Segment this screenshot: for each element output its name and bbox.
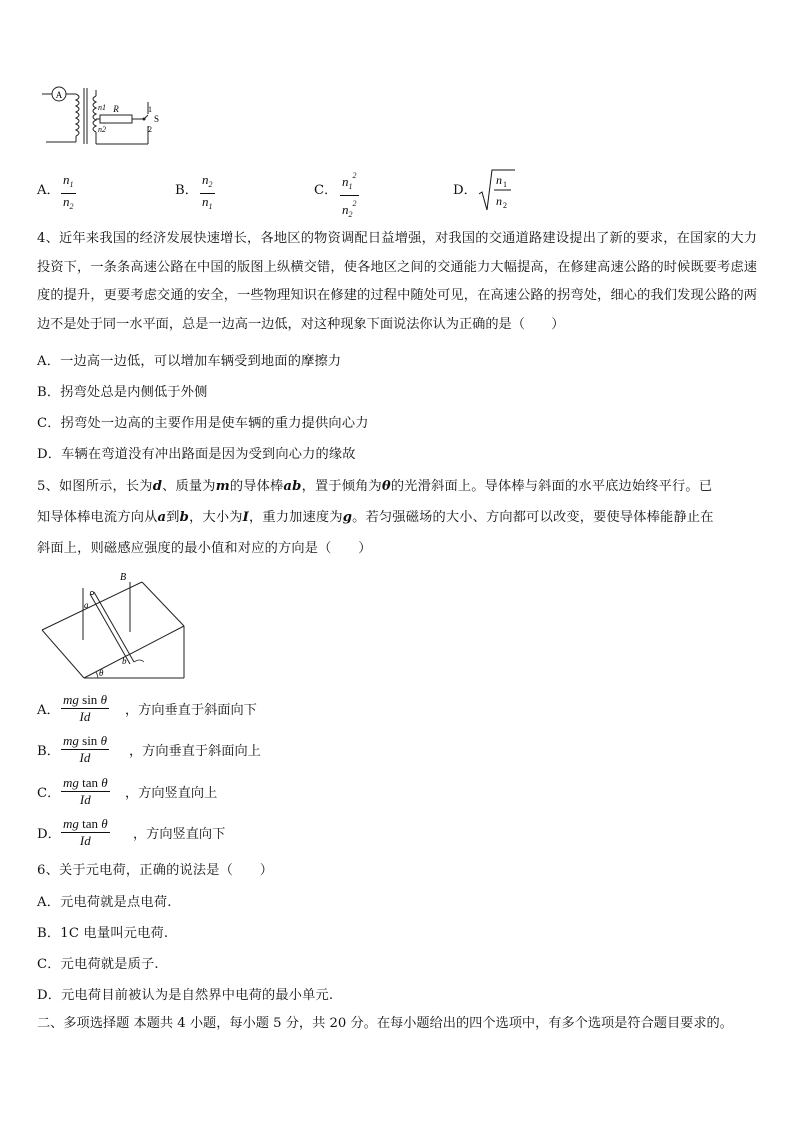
- q5-option-a-text: ，方向垂直于斜面向下: [125, 703, 257, 718]
- n2-label: n2: [98, 125, 106, 134]
- q3-option-a-num: $n_1$: [63, 172, 74, 189]
- q5-d-den: Id: [79, 833, 91, 848]
- rod-end-a: a: [84, 600, 89, 610]
- q3-option-b-letter: B．: [175, 183, 198, 198]
- q5-c-num-fn: tan: [82, 775, 99, 790]
- switch-pos1: 1: [148, 105, 152, 114]
- q3-option-c-letter: C．: [314, 183, 338, 198]
- q5-b-den: Id: [79, 750, 91, 765]
- q5-a-num-theta: θ: [100, 692, 107, 707]
- svg-text:n: n: [496, 173, 502, 187]
- q3-option-a-fraction: [61, 172, 76, 215]
- q5-a-den: Id: [79, 709, 91, 724]
- q5-var-a: a: [157, 510, 167, 525]
- q6-option-b[interactable]: B．1C 电量叫元电荷.: [37, 926, 169, 941]
- q3-option-b-den: $n_1$: [202, 194, 213, 211]
- q5-option-c-fraction: [61, 775, 110, 808]
- q5-option-b[interactable]: [37, 733, 437, 773]
- q5-option-c-letter: C．: [37, 786, 61, 801]
- q4-stem: 4、近年来我国的经济发展快速增长，各地区的物资调配日益增强，对我国的交通道路建设提出了新的要求，在国家的大力投资下，一条条高速公路在中国的版图上纵横交错，使各地区之间的交通能力大幅提高，在修建高速公路的时候既要考虑速度的提升，更要考虑交通的安全，一些物理知识在修建的过程中随处可见，在高速公路的拐弯处，细心的我们发现公路的两边不是处于同一水平面，总是一边高一边低，对这种现象下面说法你认为正确的是（ ）: [37, 231, 757, 332]
- q3-option-a-den: $n_2$: [63, 194, 74, 211]
- q5-option-a[interactable]: [37, 692, 437, 732]
- q4-option-a[interactable]: A．一边高一边低，可以增加车辆受到地面的摩擦力: [37, 354, 342, 369]
- q5-var-g: g: [342, 510, 353, 525]
- q4-option-c[interactable]: C．拐弯处一边高的主要作用是使车辆的重力提供向心力: [37, 416, 369, 431]
- q5-option-d[interactable]: [37, 816, 437, 856]
- q5-var-b: b: [179, 510, 190, 525]
- q5-stem-line2: [37, 509, 757, 527]
- q5-option-b-text: ，方向垂直于斜面向上: [129, 744, 261, 759]
- q5-text-2: 、质量为: [162, 479, 216, 494]
- q5-b-num-theta: θ: [100, 733, 107, 748]
- q5-text-6: 知导体棒电流方向从: [37, 510, 158, 525]
- q6-stem: 6、关于元电荷，正确的说法是（ ）: [37, 863, 274, 878]
- field-label: B: [120, 572, 127, 583]
- q3-option-c-num: $n_1^2$: [342, 171, 357, 191]
- q5-option-b-fraction: [61, 733, 109, 766]
- q5-var-m: m: [215, 479, 230, 494]
- q5-text-7: 到: [166, 510, 180, 525]
- q5-d-num-theta: θ: [101, 816, 108, 831]
- q5-option-c-text: ，方向竖直向上: [125, 786, 218, 801]
- q5-option-d-fraction: [61, 816, 110, 849]
- q5-option-d-text: ，方向竖直向下: [133, 827, 226, 842]
- svg-text:2: 2: [503, 201, 507, 210]
- q5-text-5: 的光滑斜面上。导体棒与斜面的水平底边始终平行。已: [390, 479, 713, 494]
- q3-option-d-letter: D．: [453, 183, 477, 198]
- q5-b-num-fn: sin: [82, 733, 98, 748]
- q5-text-9: ，重力加速度为: [249, 510, 343, 525]
- q5-d-num-mg: mg: [63, 816, 79, 831]
- resistor-label: R: [113, 104, 119, 114]
- q5-c-num-mg: mg: [63, 775, 79, 790]
- q5-a-num-mg: mg: [63, 692, 79, 707]
- q5-var-d: d: [152, 479, 163, 494]
- q3-option-a-letter: A．: [37, 183, 60, 198]
- transformer-circuit-diagram: [38, 82, 168, 152]
- q5-option-d-letter: D．: [37, 827, 61, 842]
- q5-text-8: ，大小为: [189, 510, 243, 525]
- q5-option-c[interactable]: [37, 775, 437, 815]
- q6-option-d[interactable]: D．元电荷目前被认为是自然界中电荷的最小单元.: [37, 988, 334, 1003]
- q5-var-ab: ab: [283, 479, 302, 494]
- q5-stem-line3: 斜面上，则磁感应强度的最小值和对应的方向是（ ）: [37, 541, 372, 556]
- q5-option-a-fraction: [61, 692, 109, 725]
- n1-label: n1: [98, 103, 106, 112]
- q5-b-num-mg: mg: [63, 733, 79, 748]
- incline-rod-diagram: [38, 568, 190, 686]
- q5-stem-line1: [37, 478, 757, 496]
- q3-option-b-fraction: [200, 172, 215, 215]
- switch-pos2: 2: [148, 125, 152, 134]
- q3-option-d-sqrt: [477, 168, 517, 212]
- q4-option-b[interactable]: B．拐弯处总是内侧低于外侧: [37, 385, 208, 400]
- q3-option-c-fraction: [340, 168, 359, 223]
- switch-label: S: [154, 114, 160, 124]
- rod-end-b: b: [122, 656, 127, 666]
- q5-option-b-letter: B．: [37, 744, 60, 759]
- svg-text:n: n: [496, 194, 502, 208]
- q4-option-d[interactable]: D．车辆在弯道没有冲出路面是因为受到向心力的缘故: [37, 447, 356, 462]
- q5-var-i: I: [242, 510, 249, 525]
- q5-text-4: ，置于倾角为: [301, 479, 382, 494]
- q5-text-3: 的导体棒: [229, 479, 284, 494]
- q5-text-10: 。若匀强磁场的大小、方向都可以改变，要使导体棒能静止在: [352, 510, 714, 525]
- svg-text:1: 1: [503, 180, 507, 189]
- theta-label: θ: [99, 668, 104, 678]
- q6-option-a[interactable]: A．元电荷就是点电荷.: [37, 895, 172, 910]
- q3-option-c-den: $n_2^2$: [342, 199, 357, 219]
- q5-text-1: 5、如图所示，长为: [37, 479, 153, 494]
- q3-option-b-num: $n_2$: [202, 172, 213, 189]
- q5-a-num-fn: sin: [82, 692, 98, 707]
- q5-var-theta: θ: [381, 479, 391, 494]
- section-2-heading: 二、多项选择题 本题共 4 小题，每小题 5 分，共 20 分。在每小题给出的四个选项中，有多个选项是符合题目要求的。: [37, 1016, 733, 1031]
- ammeter-label: A: [55, 90, 63, 100]
- q5-option-a-letter: A．: [37, 703, 60, 718]
- q5-c-den: Id: [79, 792, 91, 807]
- q5-c-num-theta: θ: [101, 775, 108, 790]
- q5-d-num-fn: tan: [82, 816, 99, 831]
- q6-option-c[interactable]: C．元电荷就是质子.: [37, 957, 159, 972]
